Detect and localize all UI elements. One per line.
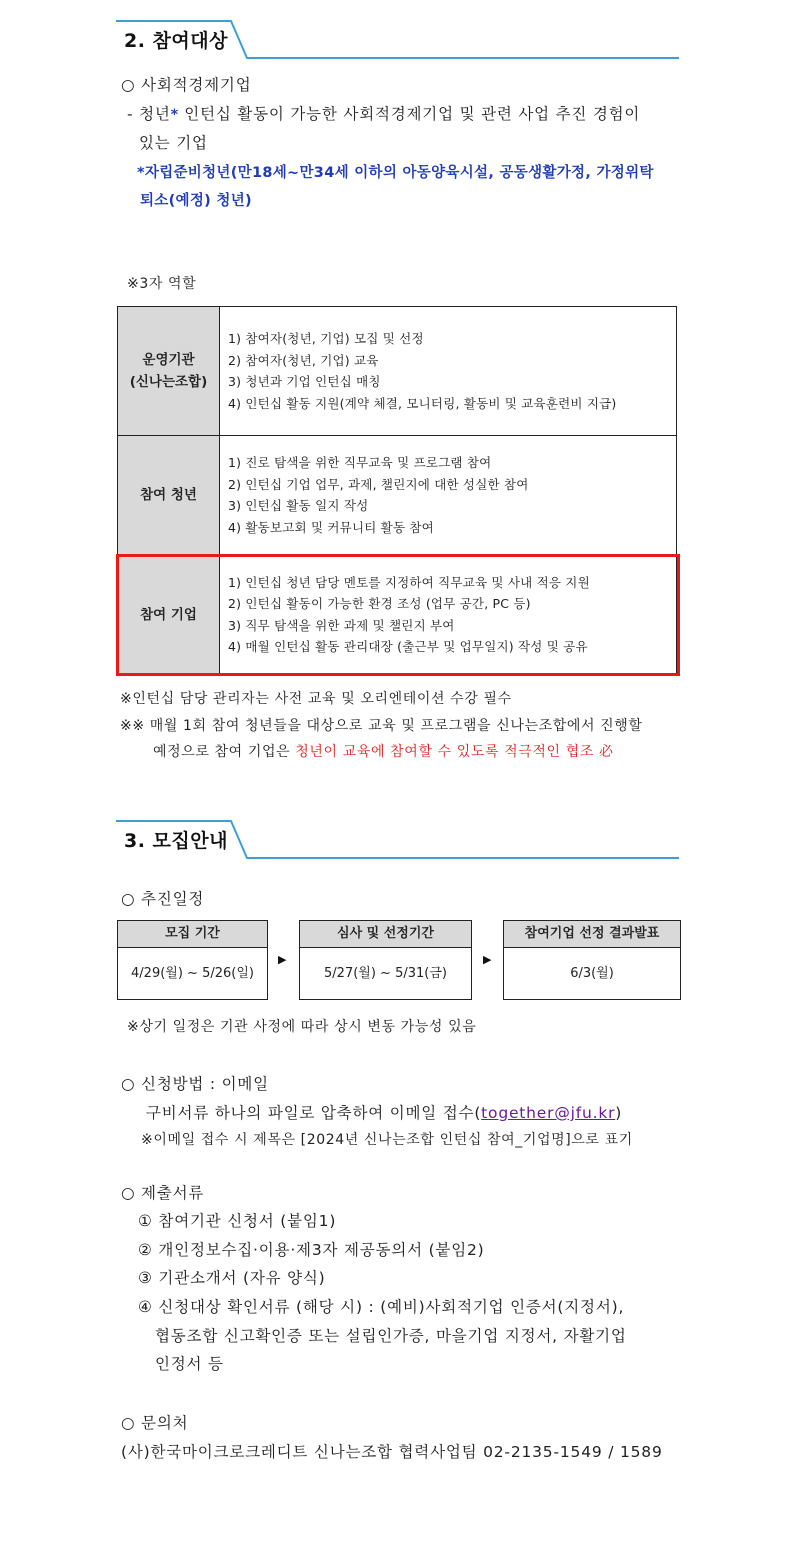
schedule-heading: ○ 추진일정 xyxy=(121,890,205,908)
list-item: 2) 인턴십 활동이 가능한 환경 조성 (업무 공간, PC 등) xyxy=(228,596,531,611)
schedule-note: ※상기 일정은 기관 사정에 따라 상시 변동 가능성 있음 xyxy=(127,1019,477,1035)
list-item: 2) 인턴십 기업 업무, 과제, 챌린지에 대한 성실한 참여 xyxy=(228,476,529,492)
section-3-header xyxy=(116,820,679,860)
target-line-1-star: * xyxy=(170,107,179,123)
note-2-line-2-a: 예정으로 참여 기업은 xyxy=(153,744,296,760)
role-label-line-1: 운영기관 xyxy=(142,352,195,368)
apply-note: ※이메일 접수 시 제목은 [2024년 신나는조합 인턴십 참여_기업명]으로 표기 xyxy=(141,1132,633,1148)
table-row-youth xyxy=(118,436,677,555)
note-2-emphasis: 청년이 교육에 참여할 수 있도록 적극적인 협조 必 xyxy=(295,744,614,760)
list-item: 3) 청년과 기업 인턴십 매칭 xyxy=(228,374,381,389)
schedule-value: 4/29(월) ~ 5/26(일) xyxy=(131,966,254,981)
contact-heading: ○ 문의처 xyxy=(121,1414,189,1432)
list-item: 1) 인턴십 청년 담당 멘토를 지정하여 직무교육 및 사내 적응 지원 xyxy=(228,574,590,590)
role-label-line-1: 참여 기업 xyxy=(140,606,197,623)
arrow-right-icon: ▶ xyxy=(483,953,492,966)
target-line-1-b: 인턴십 활동이 가능한 사회적경제기업 및 관련 사업 추진 경험이 xyxy=(178,105,641,123)
apply-line xyxy=(146,1101,622,1123)
role-label xyxy=(118,307,220,436)
list-item: ② 개인정보수집·이용·제3자 제공동의서 (붙임2) xyxy=(138,1241,485,1259)
list-item: ① 참여기관 신청서 (붙임1) xyxy=(138,1212,337,1230)
list-item: 4) 활동보고회 및 커뮤니티 활동 참여 xyxy=(228,519,434,535)
list-item: ④ 신청대상 확인서류 (해당 시) : (예비)사회적기업 인증서(지정서), xyxy=(138,1298,625,1316)
role-label-line-1: 참여 청년 xyxy=(140,487,197,503)
section-2-header xyxy=(116,20,679,60)
schedule-box-announce xyxy=(503,920,681,1000)
schedule-value: 5/27(월) ~ 5/31(금) xyxy=(324,966,447,981)
list-item: 3) 직무 탐색을 위한 과제 및 챌린지 부여 xyxy=(228,617,455,633)
role-label xyxy=(118,436,220,555)
docs-heading: ○ 제출서류 xyxy=(121,1184,205,1202)
role-duties xyxy=(220,436,677,555)
footnote-line-2: 퇴소(예정) 청년) xyxy=(140,193,252,209)
schedule-label: 심사 및 선정기간 xyxy=(300,921,471,948)
section-3-title: 3. 모집안내 xyxy=(124,830,228,852)
apply-heading: ○ 신청방법 : 이메일 xyxy=(121,1075,269,1093)
schedule-label: 모집 기간 xyxy=(118,921,267,948)
apply-line-a: 구비서류 하나의 파일로 압축하여 이메일 접수( xyxy=(146,1104,482,1122)
table-row-operator xyxy=(118,307,677,436)
footnote-line-1: *자립준비청년(만18세~만34세 이하의 아동양육시설, 공동생활가정, 가정위탁 xyxy=(137,165,654,181)
role-duties xyxy=(220,307,677,436)
email-link[interactable]: together@jfu.kr xyxy=(481,1104,616,1122)
list-item: 3) 인턴십 활동 일지 작성 xyxy=(228,498,369,513)
note-2-line-1: ※※ 매월 1회 참여 청년들을 대상으로 교육 및 프로그램을 신나는조합에서 진행할 xyxy=(120,718,643,734)
list-item: 4) 인턴십 활동 지원(계약 체결, 모니터링, 활동비 및 교육훈련비 지급) xyxy=(228,395,617,411)
target-line-1-a: - 청년 xyxy=(127,105,171,123)
note-2-line-2 xyxy=(153,741,614,761)
arrow-right-icon: ▶ xyxy=(278,953,287,966)
target-line-2: 있는 기업 xyxy=(139,134,208,152)
list-item: 1) 진로 탐색을 위한 직무교육 및 프로그램 참여 xyxy=(228,455,492,470)
schedule-label: 참여기업 선정 결과발표 xyxy=(504,921,680,948)
highlight-box xyxy=(116,554,680,676)
list-item: 2) 참여자(청년, 기업) 교육 xyxy=(228,352,379,368)
schedule-box-recruit xyxy=(117,920,268,1000)
schedule-box-review xyxy=(299,920,472,1000)
list-item: 1) 참여자(청년, 기업) 모집 및 선정 xyxy=(228,331,424,346)
roles-caption: ※3자 역할 xyxy=(127,276,197,292)
target-heading: ○ 사회적경제기업 xyxy=(121,76,252,94)
apply-line-b: ) xyxy=(615,1104,623,1122)
docs-continuation-1: 협동조합 신고확인증 또는 설립인가증, 마을기업 지정서, 자활기업 xyxy=(155,1327,627,1345)
list-item: ③ 기관소개서 (자유 양식) xyxy=(138,1269,326,1287)
contact-line: (사)한국마이크로크레디트 신나는조합 협력사업팀 02-2135-1549 / 1589 xyxy=(121,1443,663,1461)
list-item: 4) 매월 인턴십 활동 관리대장 (출근부 및 업무일지) 작성 및 공유 xyxy=(228,639,588,654)
docs-continuation-2: 인정서 등 xyxy=(155,1355,224,1373)
schedule-value: 6/3(월) xyxy=(570,966,614,981)
role-label-line-2: (신나는조합) xyxy=(129,374,208,390)
target-line-1 xyxy=(127,102,640,124)
note-1: ※인턴십 담당 관리자는 사전 교육 및 오리엔테이션 수강 필수 xyxy=(120,691,512,707)
section-2-title: 2. 참여대상 xyxy=(124,30,228,52)
